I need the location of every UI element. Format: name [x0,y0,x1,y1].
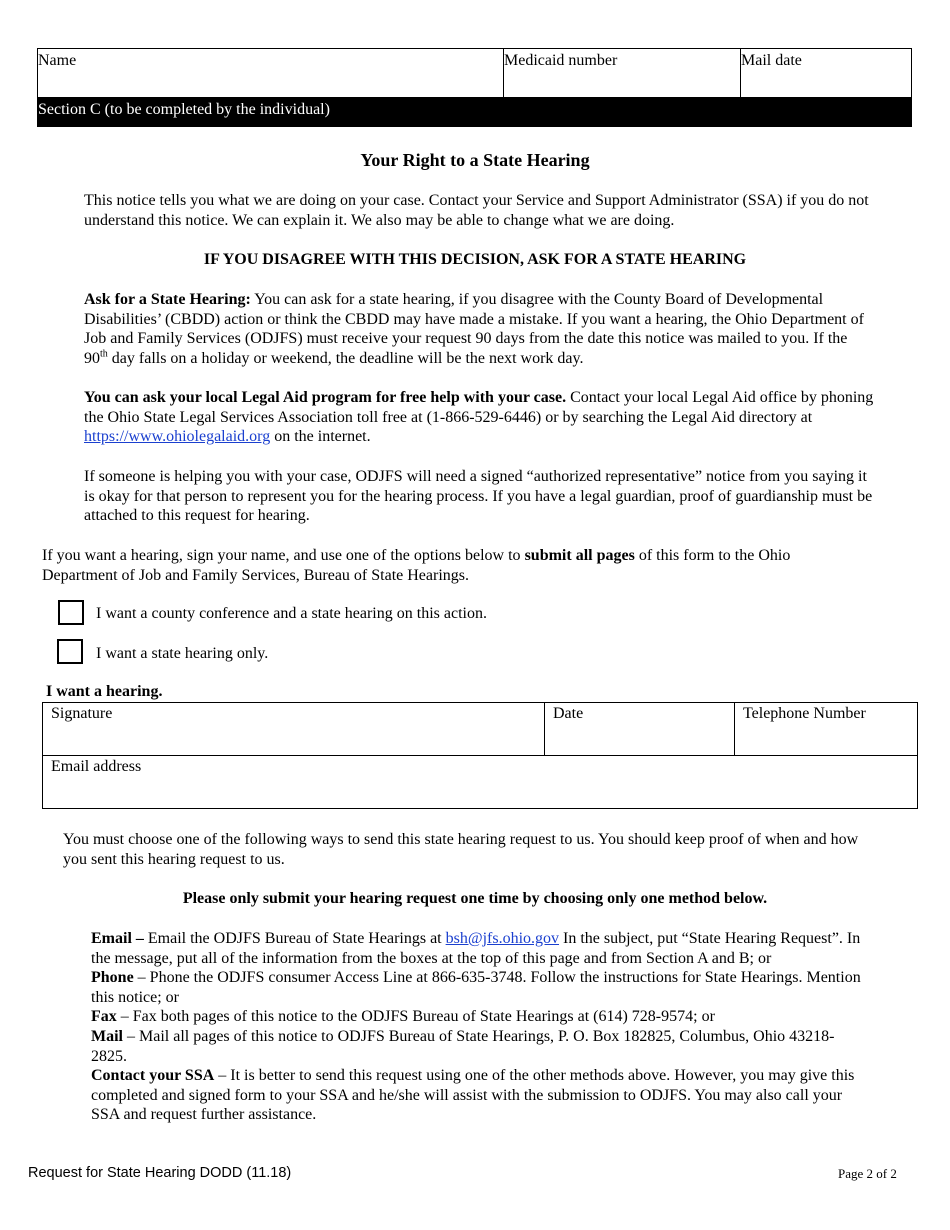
form-id: Request for State Hearing DODD (11.18) [28,1165,292,1181]
method-phone [91,968,861,1007]
medicaid-number-label: Medicaid number [504,52,618,69]
signature-field[interactable] [43,703,545,756]
date-field[interactable] [545,703,735,756]
name-cell[interactable] [38,49,504,97]
method-fax [91,1007,861,1027]
method-fax-lead: Fax [91,1008,117,1026]
date-label: Date [553,705,584,722]
ask-hearing-text: You can ask for a state hearing, if you disagree with the County Board of Developmental Disabilities’ (CBDD) action or think the CBDD may have made a mistake. If you want a hearing, the Ohio Department of Job and Family Services (ODJFS) must receive your request 90 days from the date this notice was mailed to you. If the 90 [84,291,864,367]
method-ssa-text: – It is better to send this request using one of the other methods above. However, you may give this completed and signed form to your SSA and he/she will assist with the submission to ODJFS. You may also call your SSA and request further assistance. [91,1067,855,1124]
conference-checkbox[interactable] [58,600,84,625]
header-table [37,48,912,98]
legal-aid-text-2: on the internet. [270,428,371,446]
telephone-label: Telephone Number [743,705,866,722]
want-hearing-heading: I want a hearing. [46,683,163,700]
mail-date-cell[interactable] [741,49,911,97]
hearing-only-checkbox[interactable] [57,639,83,664]
section-c-bar: Section C (to be completed by the individual) [37,98,912,127]
signature-label: Signature [51,705,113,722]
email-label: Email address [51,758,142,775]
email-link[interactable]: bsh@jfs.ohio.gov [445,930,560,947]
page-number: Page 2 of 2 [838,1166,897,1181]
conference-option-label: I want a county conference and a state hearing on this action. [96,605,487,622]
one-time-notice: Please only submit your hearing request one time by choosing only one method below. [182,890,768,907]
method-mail [91,1027,861,1066]
representative-paragraph: If someone is helping you with your case, ODJFS will need a signed “authorized representative” notice from you saying it is okay for that person to represent you for the hearing process. If you have a legal guardian, proof of guardianship must be attached to this request for hearing. [84,468,873,525]
methods-intro: You must choose one of the following ways to send this state hearing request to us. You should keep proof of when and how you sent this hearing request to us. [63,831,859,868]
submit-paragraph [42,546,862,585]
name-label: Name [38,52,77,69]
methods-list [91,929,861,1125]
method-email-text-2: In the subject, put “State Hearing Request”. In the message, put all of the information from the boxes at the top of this page and from Section A and B; or [91,930,861,967]
method-ssa [91,1066,861,1125]
legal-aid-link[interactable]: https://www.ohiolegalaid.org [84,428,271,446]
submit-all-pages: submit all pages [524,547,635,564]
method-phone-text: – Phone the ODJFS consumer Access Line at 866-635-3748. Follow the instructions for State Hearings. Mention this notice; or [91,969,861,1006]
method-ssa-lead: Contact your SSA [91,1067,215,1085]
method-mail-lead: Mail [91,1027,123,1045]
method-mail-text: – Mail all pages of this notice to ODJFS Bureau of State Hearings, P. O. Box 182825, Columbus, Ohio 43218-2825. [91,1027,835,1065]
mail-date-label: Mail date [741,52,802,69]
method-phone-lead: Phone [91,969,134,987]
telephone-field[interactable] [735,703,917,756]
method-email-text: Email the ODJFS Bureau of State Hearings at [143,930,446,947]
page-title: Your Right to a State Hearing [360,150,590,170]
method-email-lead: Email – [91,930,144,947]
submit-text-2: of this form to the Ohio Department of Job and Family Services, Bureau of State Hearings. [42,547,791,584]
disagree-heading: IF YOU DISAGREE WITH THIS DECISION, ASK FOR A STATE HEARING [203,251,747,268]
medicaid-number-cell[interactable] [504,49,741,97]
hearing-only-label: I want a state hearing only. [96,645,269,662]
method-email [91,929,861,968]
signature-table [42,702,918,809]
ask-hearing-text-2: day falls on a holiday or weekend, the deadline will be the next work day. [107,349,584,367]
ordinal-suffix: th [100,348,108,360]
ask-hearing-paragraph [84,290,874,368]
legal-aid-lead: You can ask your local Legal Aid program for free help with your case. [84,389,567,406]
method-fax-text: – Fax both pages of this notice to the ODJFS Bureau of State Hearings at (614) 728-9574; or [116,1008,715,1026]
intro-paragraph: This notice tells you what we are doing on your case. Contact your Service and Support Administrator (SSA) if you do not understand this notice. We can explain it. We also may be able to change what we are doing. [84,192,869,229]
ask-hearing-lead: Ask for a State Hearing: [84,291,251,308]
submit-text: If you want a hearing, sign your name, and use one of the options below to [42,547,525,564]
email-field[interactable] [43,756,917,808]
legal-aid-text: Contact your local Legal Aid office by phoning the Ohio State Legal Services Association toll free at (1-866-529-6446) or by searching the Legal Aid directory at [84,389,874,426]
legal-aid-paragraph [84,388,874,447]
